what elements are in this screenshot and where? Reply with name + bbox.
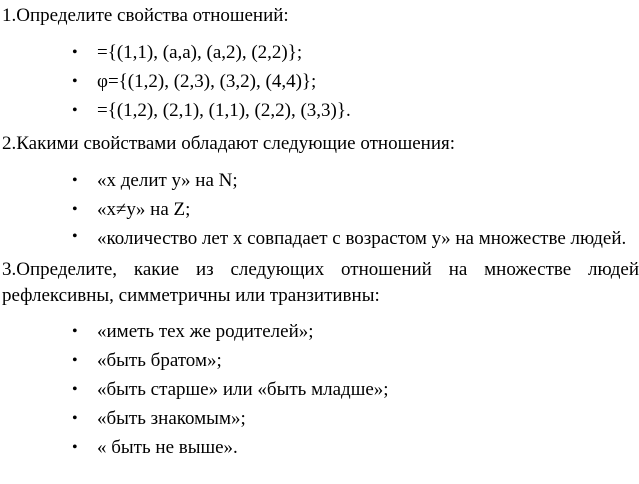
list-item-text: «иметь тех же родителей»; (97, 321, 314, 342)
bullet-icon: • (72, 201, 78, 218)
list-item (0, 317, 639, 346)
list-item (0, 375, 639, 404)
bullet-icon: • (72, 73, 78, 90)
list-item-text: «x делит y» на N; (97, 170, 238, 191)
list-item (0, 404, 639, 433)
list-item (0, 166, 639, 195)
list-item (0, 433, 639, 462)
bullet-icon: • (72, 44, 78, 61)
bullet-icon: • (72, 410, 78, 427)
section-2-heading: 2.Какими свойствами обладают следующие отношения: (2, 133, 456, 154)
section-2-list (0, 166, 639, 251)
bullet-icon: • (72, 352, 78, 369)
section-1-list (0, 38, 639, 125)
list-item (0, 346, 639, 375)
list-item-text: «быть старше» или «быть младше»; (97, 379, 389, 400)
list-item-text: φ={(1,2), (2,3), (3,2), (4,4)}; (97, 71, 317, 92)
bullet-icon: • (72, 439, 78, 456)
section-1-heading: 1.Определите свойства отношений: (2, 5, 289, 26)
bullet-icon: • (72, 381, 78, 398)
list-item-text: « быть не выше». (97, 437, 238, 458)
list-item-text: «быть братом»; (97, 350, 222, 371)
list-item (0, 224, 639, 251)
list-item-text: «количество лет x совпадает с возрастом y» на множестве людей. (97, 228, 627, 249)
bullet-icon: • (72, 228, 78, 245)
bullet-icon: • (72, 323, 78, 340)
list-item (0, 96, 639, 125)
list-item (0, 195, 639, 224)
list-item-text: ={(1,2), (2,1), (1,1), (2,2), (3,3)}. (97, 100, 351, 121)
list-item-text: «быть знакомым»; (97, 408, 246, 429)
section-3-heading: 3.Определите, какие из следующих отношений на множестве людей рефлексивны, симметричны или транзитивны: (2, 259, 639, 306)
list-item (0, 67, 639, 96)
section-3-list (0, 317, 639, 462)
list-item-text: «x≠y» на Z; (97, 199, 191, 220)
bullet-icon: • (72, 102, 78, 119)
bullet-icon: • (72, 172, 78, 189)
list-item (0, 38, 639, 67)
list-item-text: ={(1,1), (a,a), (a,2), (2,2)}; (97, 42, 303, 63)
